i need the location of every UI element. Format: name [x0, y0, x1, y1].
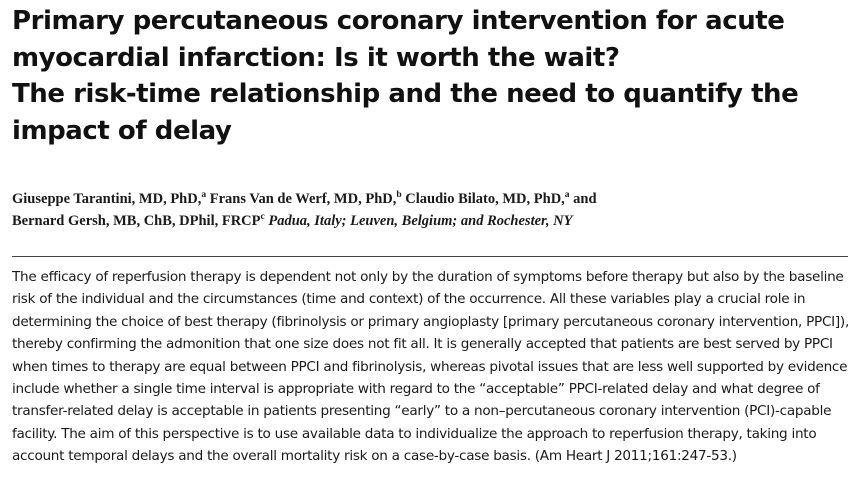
title-line-3: The risk-time relationship and the need to quantify the — [12, 79, 799, 109]
title-line-1: Primary percutaneous coronary intervention for acute — [12, 6, 785, 36]
abstract-line: account temporal delays and the overall mortality risk on a case-by-case basis. (Am Heart J 2011;161:247-53.) — [12, 448, 737, 465]
author-line-1 — [12, 188, 857, 210]
author-tarantini-affiliation-mark: a — [201, 190, 207, 200]
abstract-line: when times to therapy are equal between PPCI and fibrinolysis, whereas pivotal issues that are less well supported by evidence — [12, 358, 848, 375]
author-line-2 — [12, 210, 857, 232]
title-line-4: impact of delay — [12, 115, 232, 146]
author-affiliation-locations: Padua, Italy; Leuven, Belgium; and Rochester, NY — [268, 213, 573, 229]
author-bilato: Claudio Bilato, MD, PhD, — [405, 191, 565, 207]
abstract-line: determining the choice of best therapy (fibrinolysis or primary angioplasty [primary percutaneous coronary intervention, PPCI]), — [12, 313, 849, 330]
abstract-line: risk of the individual and the circumstances (time and context) of the occurrence. All these variables play a crucial role in — [12, 291, 806, 308]
author-list — [12, 188, 857, 232]
abstract — [12, 266, 848, 468]
abstract-line: transfer-related delay is acceptable in patients presenting “early” to a non–percutaneous coronary intervention (PCI)-capable — [12, 403, 832, 420]
article-title — [12, 3, 857, 149]
section-divider — [12, 256, 848, 257]
author-bilato-affiliation-mark: a — [564, 190, 570, 200]
author-gersh-affiliation-mark: c — [260, 212, 265, 222]
author-conjunction: and — [573, 191, 597, 207]
abstract-line: thereby confirming the admonition that one size does not fit all. It is generally accepted that patients are best served by PPCI — [12, 336, 833, 353]
author-van-de-werf-affiliation-mark: b — [396, 190, 402, 200]
title-line-2: myocardial infarction: Is it worth the wait? — [12, 42, 620, 73]
author-van-de-werf: Frans Van de Werf, MD, PhD, — [209, 191, 397, 207]
abstract-line: The efficacy of reperfusion therapy is dependent not only by the duration of symptoms before therapy but also by the baseline — [12, 269, 844, 285]
abstract-line: include whether a single time interval is appropriate with regard to the “acceptable” PPCI-related delay and what degree of — [12, 381, 820, 398]
author-gersh: Bernard Gersh, MB, ChB, DPhil, FRCP — [12, 213, 261, 229]
author-tarantini: Giuseppe Tarantini, MD, PhD, — [12, 191, 202, 207]
abstract-line: facility. The aim of this perspective is to use available data to individualize the approach to reperfusion therapy, taking into — [12, 425, 817, 442]
